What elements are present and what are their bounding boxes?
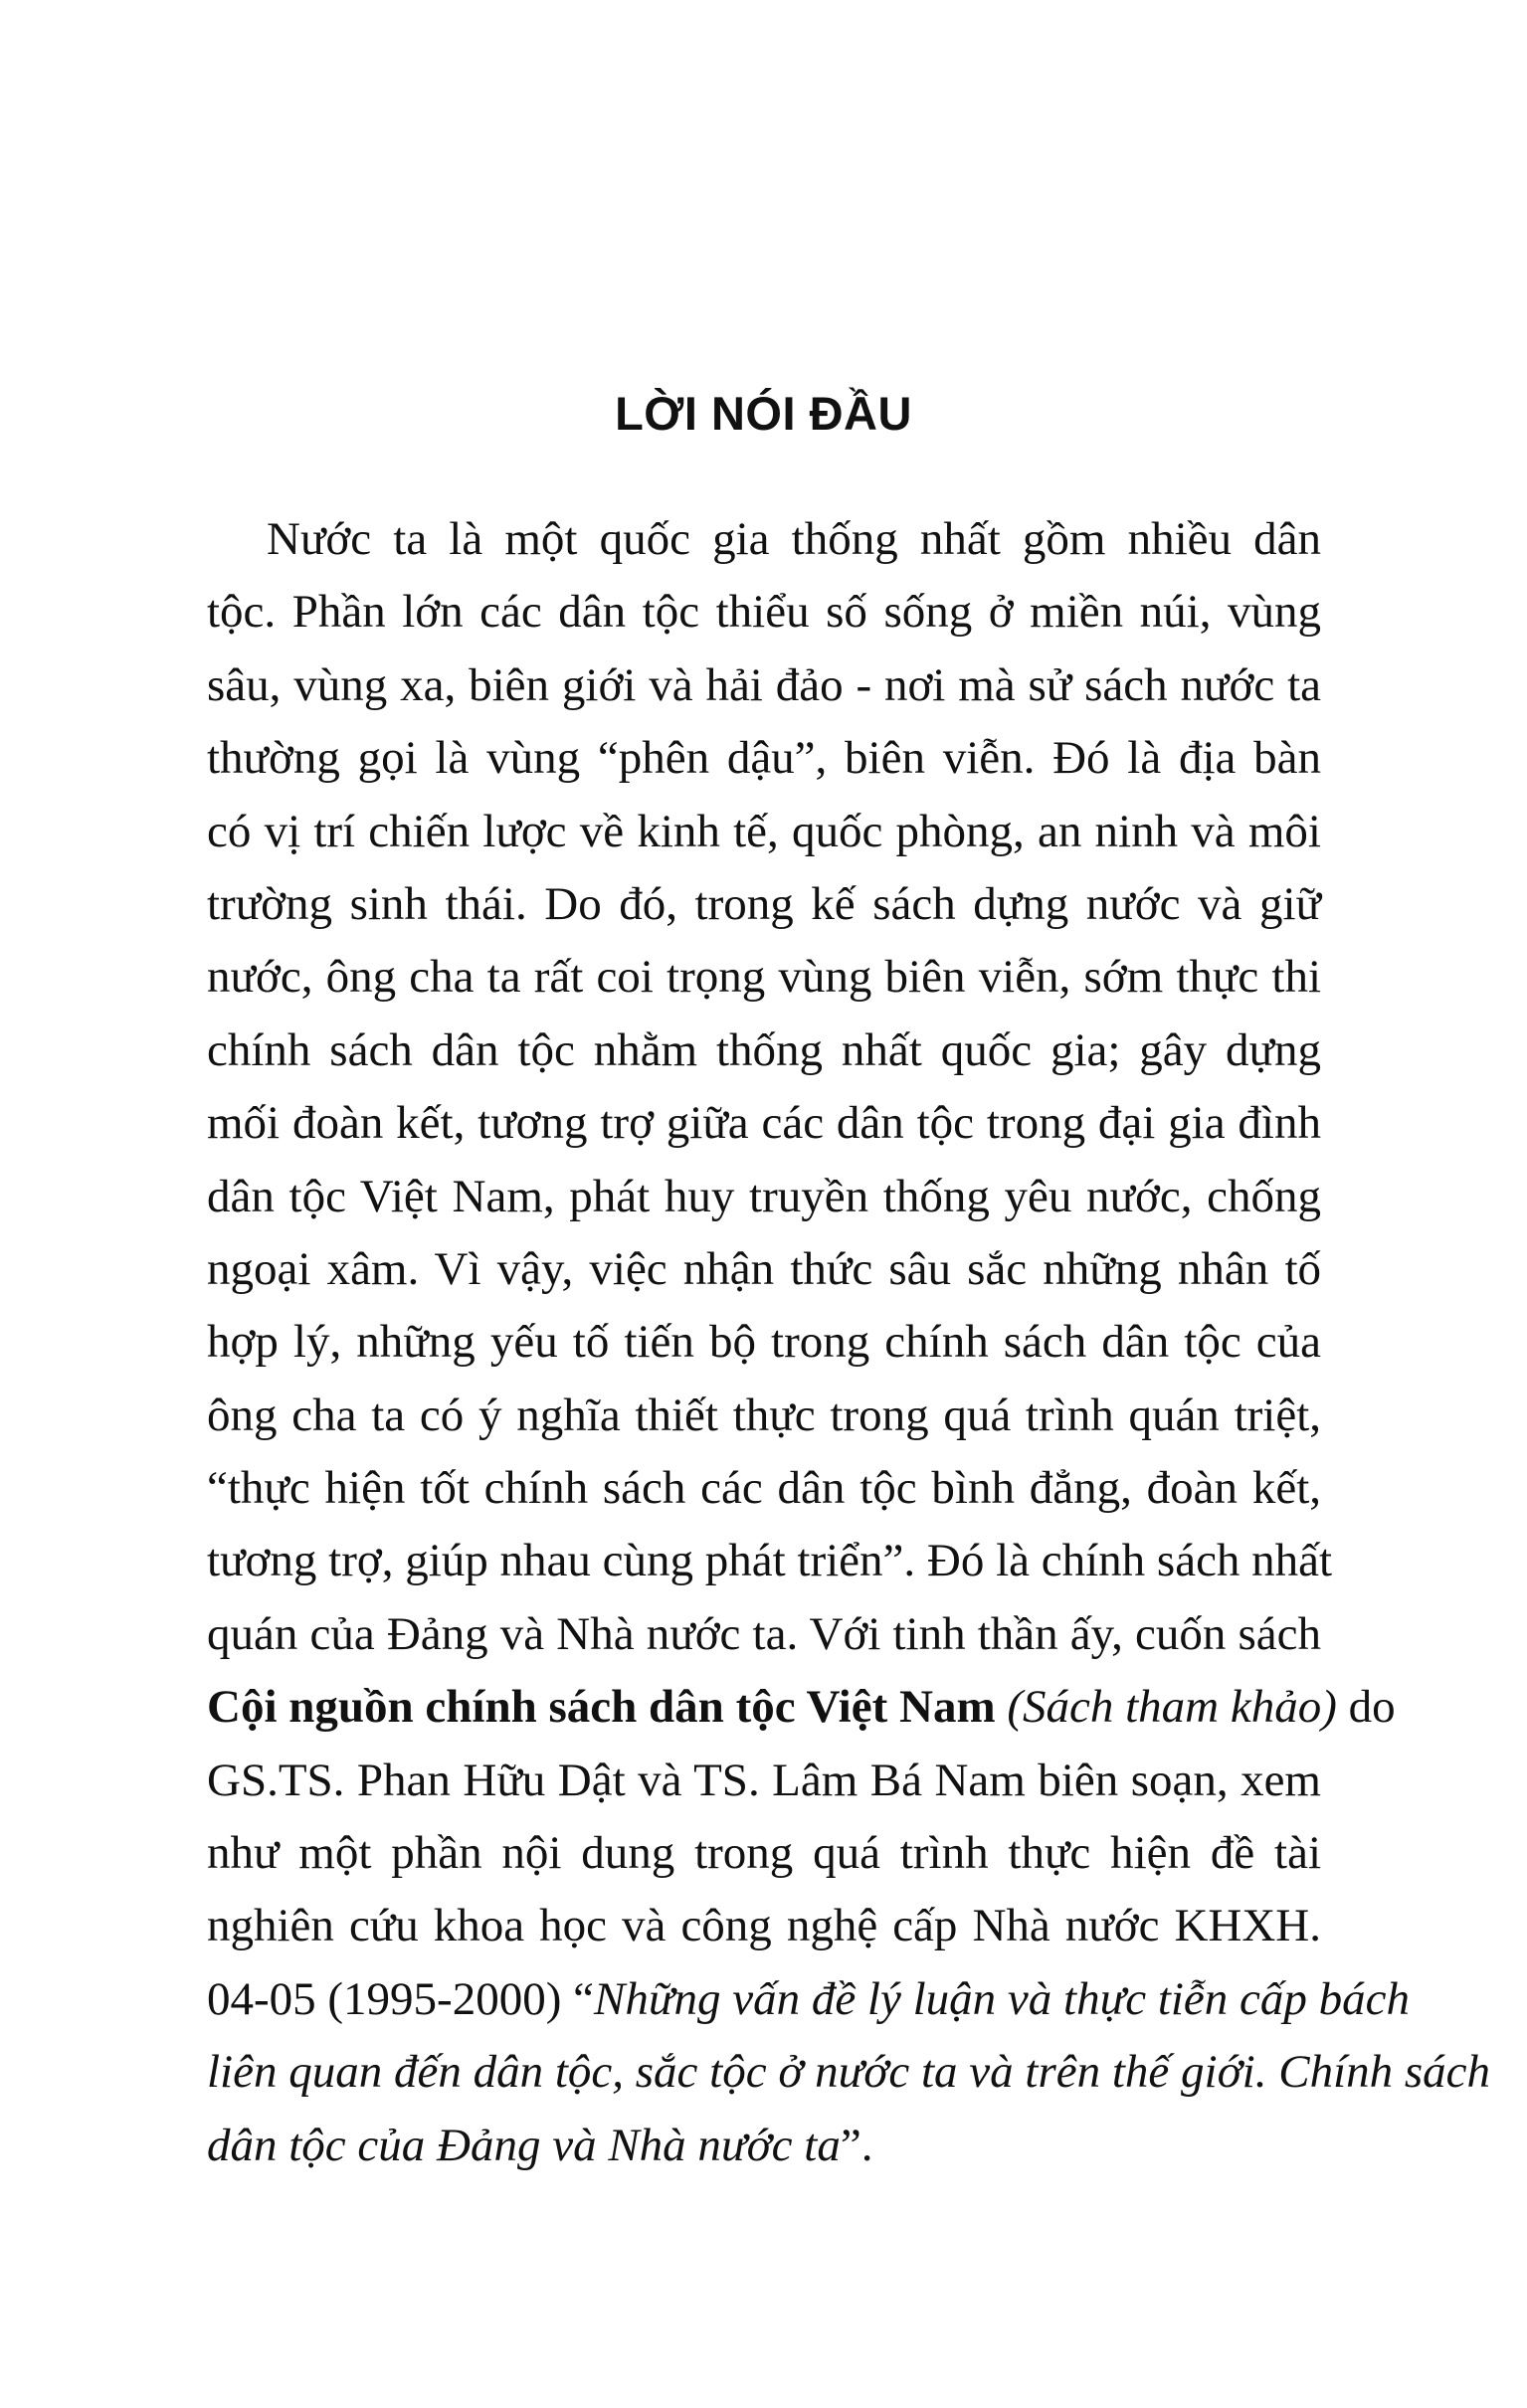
spacer-text: [996, 1681, 1008, 1733]
preface-paragraph: [207, 503, 1491, 2182]
paragraph-line-project-middle: [207, 2036, 1491, 2109]
paragraph-line: như một phần nội dung trong quá trình thực hiện đề tài: [207, 1827, 1321, 1880]
closing-quote-text: ”.: [840, 2119, 873, 2171]
paragraph-line: ngoại xâm. Vì vậy, việc nhận thức sâu sắc những nhân tố: [207, 1242, 1321, 1295]
page-title: LỜI NÓI ĐẦU: [615, 387, 912, 440]
paragraph-line: quán của Đảng và Nhà nước ta. Với tinh thần ấy, cuốn sách: [207, 1607, 1321, 1660]
book-title: Cội nguồn chính sách dân tộc Việt Nam: [207, 1681, 996, 1734]
paragraph-line: Nước ta là một quốc gia thống nhất gồm nhiều dân: [267, 513, 1321, 565]
paragraph-line-project-end: [207, 2110, 1321, 2182]
paragraph-line: GS.TS. Phan Hữu Dật và TS. Lâm Bá Nam biên soạn, xem: [207, 1754, 1321, 1806]
paragraph-line: nghiên cứu khoa học và công nghệ cấp Nhà nước KHXH.: [207, 1900, 1321, 1952]
paragraph-line: sâu, vùng xa, biên giới và hải đảo - nơi mà sử sách nước ta: [207, 658, 1321, 711]
paragraph-line: tương trợ, giúp nhau cùng phát triển”. Đó là chính sách nhất: [207, 1535, 1333, 1587]
paragraph-line: nước, ông cha ta rất coi trọng vùng biên viễn, sớm thực thi: [207, 951, 1321, 1004]
line-tail-text: do: [1336, 1681, 1396, 1734]
paragraph-line: ông cha ta có ý nghĩa thiết thực trong quá trình quán triệt,: [207, 1389, 1321, 1441]
project-title-part: Những vấn đề lý luận và thực tiễn cấp bách: [593, 1972, 1411, 2025]
paragraph-line: trường sinh thái. Do đó, trong kế sách dựng nước và giữ: [207, 877, 1321, 930]
paragraph-line: “thực hiện tốt chính sách các dân tộc bình đẳng, đoàn kết,: [207, 1462, 1321, 1515]
paragraph-line: thường gọi là vùng “phên dậu”, biên viễn. Đó là địa bàn: [207, 732, 1321, 785]
project-title-part: dân tộc của Đảng và Nhà nước ta: [207, 2119, 841, 2171]
paragraph-line: có vị trí chiến lược về kinh tế, quốc phòng, an ninh và môi: [207, 805, 1321, 857]
paragraph-line: mối đoàn kết, tương trợ giữa các dân tộc trong đại gia đình: [207, 1097, 1321, 1150]
project-title-part: liên quan đến dân tộc, sắc tộc ở nước ta và trên thế giới. Chính sách: [207, 2046, 1491, 2099]
book-type-note: (Sách tham khảo): [1007, 1681, 1337, 1734]
paragraph-line: dân tộc Việt Nam, phát huy truyền thống yêu nước, chống: [207, 1170, 1321, 1222]
paragraph-line: chính sách dân tộc nhằm thống nhất quốc gia; gây dựng: [207, 1023, 1321, 1076]
paragraph-line-book-title: [207, 1671, 1396, 1744]
paragraph-line: tộc. Phần lớn các dân tộc thiểu số sống ở miền núi, vùng: [207, 586, 1321, 639]
paragraph-line: hợp lý, những yếu tố tiến bộ trong chính sách dân tộc của: [207, 1316, 1321, 1369]
paragraph-line-project-start: [207, 1963, 1411, 2036]
project-code-text: 04-05 (1995-2000) “: [207, 1972, 594, 2025]
